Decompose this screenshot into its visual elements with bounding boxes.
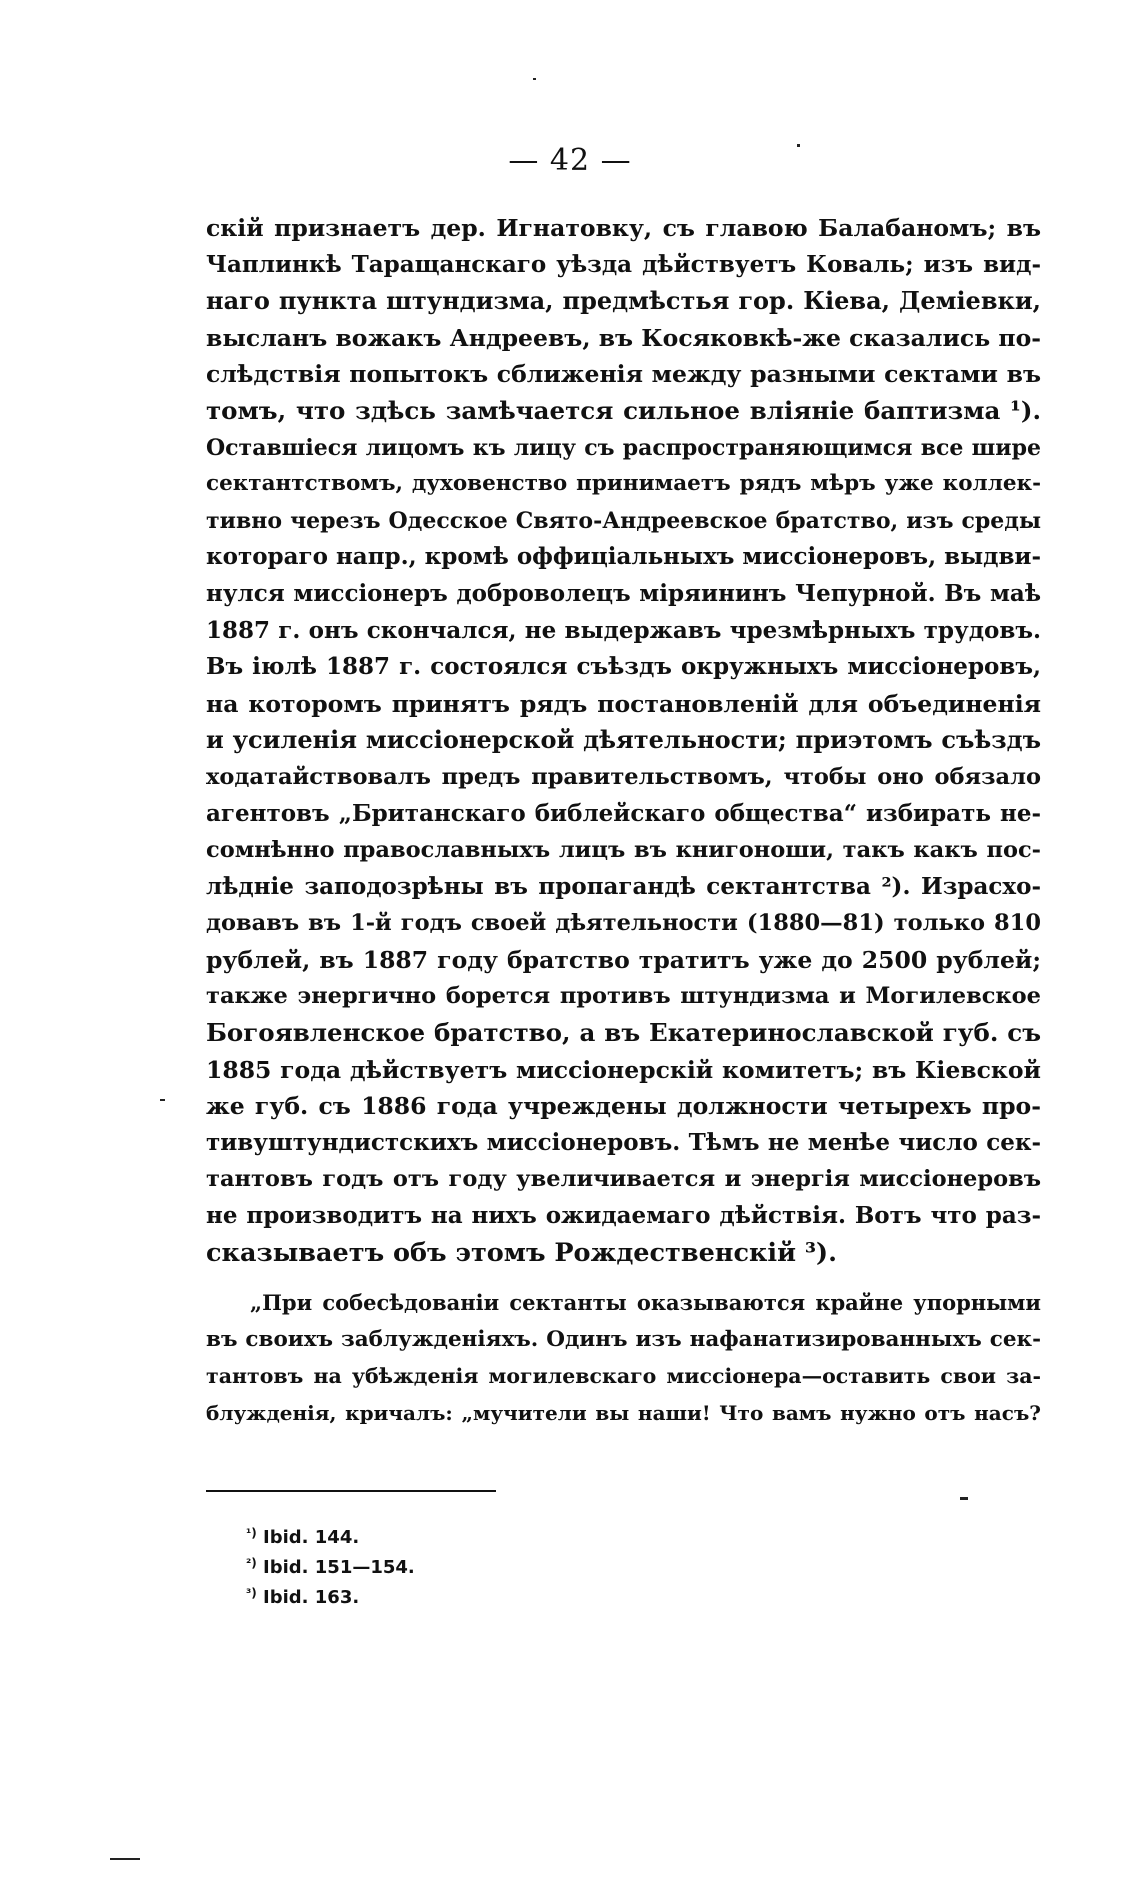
footnote-text: Ibid. 151—154. [263, 1557, 415, 1578]
scan-speck [160, 1099, 165, 1101]
text-line: ходатайствовалъ предъ правительствомъ, чтобы оно обязало [206, 763, 1041, 790]
text-line: агентовъ „Британскаго библейскаго общества“ избирать не- [206, 799, 1041, 827]
text-line: томъ, что здѣсь замѣчается сильное вліяніе баптизма ¹). [206, 395, 1041, 425]
text-line: нулся миссіонеръ доброволецъ міряининъ Чепурной. Въ маѣ [206, 579, 1041, 607]
footnotes [246, 1518, 415, 1608]
text-line: „При собесѣдованіи сектанты оказываются крайне упорными [250, 1290, 1041, 1316]
text-line: и усиленія миссіонерской дѣятельности; приэтомъ съѣздъ [206, 725, 1041, 755]
text-line: на которомъ принятъ рядъ постановленій для объединенія [206, 689, 1041, 718]
text-line: не производитъ на нихъ ожидаемаго дѣйствія. Вотъ что раз- [206, 1202, 1041, 1230]
text-line: котораго напр., кромѣ оффиціальныхъ миссіонеровъ, выдви- [206, 543, 1042, 571]
text-line: довавъ въ 1-й годъ своей дѣятельности (1880—81) только 810 [206, 910, 1041, 937]
text-line: Чаплинкѣ Таращанскаго уѣзда дѣйствуетъ Коваль; изъ вид- [206, 250, 1041, 278]
scan-speck [110, 1858, 140, 1860]
footnote-mark: ³) [246, 1586, 257, 1600]
text-line: Оставшіеся лицомъ къ лицу съ распространяющимся все шире [206, 434, 1041, 461]
text-line: сектантствомъ, духовенство принимаетъ рядъ мѣръ уже коллек- [206, 471, 1041, 497]
text-line: рублей, въ 1887 году братство тратитъ уже до 2500 рублей; [206, 945, 1041, 974]
footnote-item [246, 1518, 415, 1548]
text-line: тантовъ годъ отъ году увеличивается и энергія миссіонеровъ [206, 1166, 1041, 1193]
text-line: слѣдствія попытокъ сближенія между разными сектами въ [206, 360, 1041, 389]
footnote-text: Ibid. 163. [263, 1587, 360, 1608]
body-text [206, 210, 1041, 1432]
footnote-divider [206, 1490, 496, 1492]
text-line: въ своихъ заблужденіяхъ. Одинъ изъ нафанатизированныхъ сек- [206, 1326, 1041, 1352]
footnote-item [246, 1578, 415, 1608]
text-line: наго пункта штундизма, предмѣстья гор. Кіева, Деміевки, [206, 286, 1041, 316]
footnote-mark: ¹) [246, 1526, 257, 1540]
footnote-item [246, 1548, 415, 1578]
text-line: блужденія, кричалъ: „мучители вы наши! Что вамъ нужно отъ насъ? [206, 1401, 1041, 1425]
text-line: скій признаетъ дер. Игнатовку, съ главою Балабаномъ; въ [206, 214, 1041, 242]
scan-speck [533, 78, 536, 80]
footnote-mark: ²) [246, 1556, 257, 1570]
text-line: тивно черезъ Одесское Свято-Андреевское братство, изъ среды [206, 507, 1041, 534]
paragraph-gap [206, 1271, 1041, 1285]
text-line: сказываетъ объ этомъ Рождественскій ³). [206, 1237, 838, 1268]
text-line: же губ. съ 1886 года учреждены должности четырехъ про- [206, 1092, 1041, 1121]
scan-speck [960, 1497, 968, 1500]
page-number: — 42 — [508, 143, 632, 178]
text-line: Въ іюлѣ 1887 г. состоялся съѣздъ окружныхъ миссіонеровъ, [206, 653, 1041, 681]
scan-speck [797, 144, 800, 147]
text-line: сомнѣнно православныхъ лицъ въ книгоноши, такъ какъ пос- [206, 837, 1041, 864]
text-line: тивуштундистскихъ миссіонеровъ. Тѣмъ не менѣе число сек- [206, 1128, 1041, 1156]
text-line: 1885 года дѣйствуетъ миссіонерскій комитетъ; въ Кіевской [206, 1055, 1041, 1084]
text-line: тантовъ на убѣжденія могилевскаго миссіонера—оставить свои за- [206, 1364, 1041, 1389]
text-line: высланъ вожакъ Андреевъ, въ Косяковкѣ-же сказались по- [206, 323, 1041, 352]
text-line: 1887 г. онъ скончался, не выдержавъ чрезмѣрныхъ трудовъ. [206, 616, 1041, 644]
footnote-text: Ibid. 144. [263, 1527, 360, 1548]
text-line: лѣдніе заподозрѣны въ пропагандѣ сектантства ²). Израсхо- [206, 872, 1041, 900]
text-line: Богоявленское братство, а въ Екатеринославской губ. съ [206, 1018, 1041, 1048]
text-line: также энергично борется противъ штундизма и Могилевское [206, 983, 1041, 1010]
